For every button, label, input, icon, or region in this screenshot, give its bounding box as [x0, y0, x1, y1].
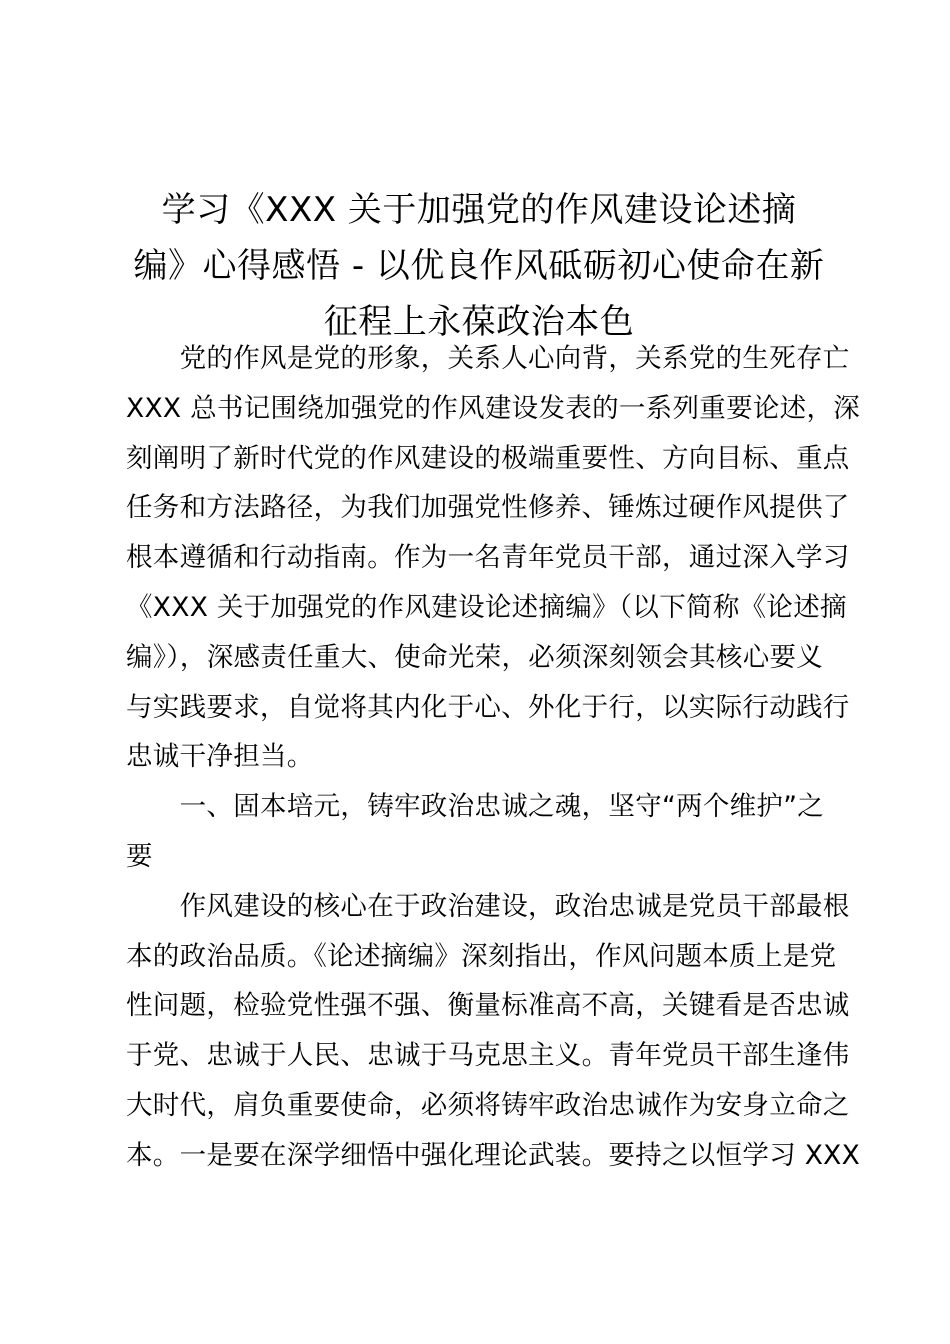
paragraph-line: 与实践要求，自觉将其内化于心、外化于行，以实际行动践行 [126, 691, 850, 723]
document-title [126, 182, 832, 350]
section-heading-1 [126, 782, 834, 882]
paragraph-section-1 [126, 882, 861, 1181]
paragraph-line: 作风建设的核心在于政治建设，政治忠诚是党员干部最根 [126, 890, 850, 922]
document-body [126, 334, 861, 1181]
paragraph-intro [126, 334, 861, 782]
heading-line: 一、固本培元，铸牢政治忠诚之魂，坚守“两个维护”之 [126, 791, 825, 823]
paragraph-line: 《XXX 关于加强党的作风建设论述摘编》（以下简称《论述摘 [126, 591, 847, 623]
paragraph-line: XXX 总书记围绕加强党的作风建设发表的一系列重要论述，深 [126, 392, 861, 424]
paragraph-line: 大时代，肩负重要使命，必须将铸牢政治忠诚作为安身立命之 [126, 1089, 850, 1121]
paragraph-line: 刻阐明了新时代党的作风建设的极端重要性、方向目标、重点 [126, 442, 850, 474]
paragraph-line: 本。一是要在深学细悟中强化理论武装。要持之以恒学习 XXX [126, 1139, 861, 1171]
title-line-2: 编》心得感悟 - 以优良作风砥砺初心使命在新 [133, 246, 825, 286]
title-line-1: 学习《XXX 关于加强党的作风建设论述摘 [161, 190, 797, 230]
paragraph-line: 本的政治品质。《论述摘编》深刻指出，作风问题本质上是党 [126, 940, 837, 972]
paragraph-line: 性问题，检验党性强不强、衡量标准高不高，关键看是否忠诚 [126, 990, 850, 1022]
paragraph-line: 编》），深感责任重大、使命光荣，必须深刻领会其核心要义 [126, 641, 824, 673]
paragraph-line: 根本遵循和行动指南。作为一名青年党员干部，通过深入学习 [126, 542, 850, 574]
title-line-3: 征程上永葆政治本色 [323, 302, 635, 342]
heading-line: 要 [126, 840, 153, 872]
paragraph-line: 忠诚干净担当。 [126, 741, 314, 773]
paragraph-line: 党的作风是党的形象，关系人心向背，关系党的生死存亡 [126, 343, 850, 374]
paragraph-line: 任务和方法路径，为我们加强党性修养、锤炼过硬作风提供了 [126, 492, 850, 524]
paragraph-line: 于党、忠诚于人民、忠诚于马克思主义。青年党员干部生逢伟 [126, 1040, 850, 1072]
